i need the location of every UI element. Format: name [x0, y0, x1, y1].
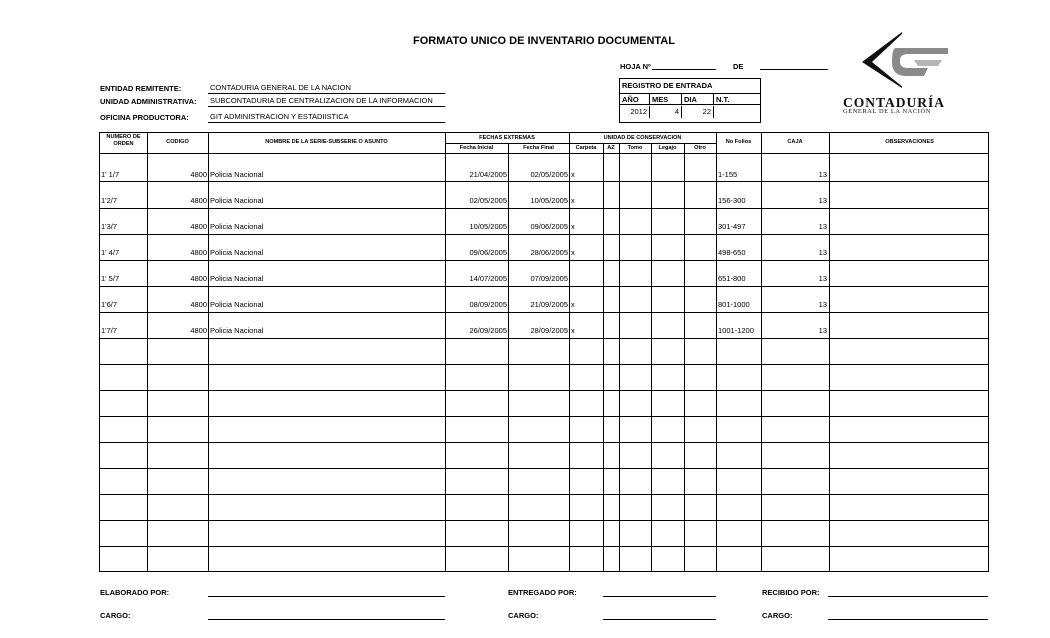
- caja-cell: 13: [818, 170, 827, 179]
- orden-cell: 1' 5/7: [101, 274, 120, 283]
- cargo-elaborado-label: CARGO:: [100, 611, 131, 620]
- elaborado-por-line[interactable]: [208, 596, 445, 597]
- codigo-cell: 4800: [190, 222, 207, 231]
- oficina-productora-label: OFICINA PRODUCTORA:: [100, 113, 189, 122]
- header-fecha-final: Fecha Final: [523, 145, 554, 151]
- registro-header-nt: N.T.: [716, 95, 730, 104]
- header-numero-orden: NUMERO DE ORDEN: [106, 134, 141, 147]
- folios-cell: 1001-1200: [718, 326, 754, 335]
- registro-value-ano: 2012: [620, 106, 650, 118]
- registro-header-ano: AÑO: [620, 94, 650, 104]
- contaduria-logo-icon: [858, 30, 950, 88]
- nombre-cell: Policia Nacional: [210, 300, 264, 309]
- logo-name: CONTADURÍA: [843, 95, 946, 110]
- nombre-cell: Policia Nacional: [210, 222, 264, 231]
- fecha-final-cell: 07/09/2005: [530, 274, 568, 283]
- cargo-elaborado-line[interactable]: [208, 619, 445, 620]
- caja-cell: 13: [818, 300, 827, 309]
- header-legajo: Legajo: [658, 145, 677, 151]
- hoja-number-line[interactable]: [652, 69, 716, 70]
- entregado-por-line[interactable]: [603, 596, 716, 597]
- header-tomo: Tomo: [627, 145, 643, 151]
- fecha-inicial-cell: 09/06/2005: [469, 248, 507, 257]
- codigo-cell: 4800: [190, 196, 207, 205]
- carpeta-cell: x: [571, 326, 575, 335]
- carpeta-cell: x: [571, 300, 575, 309]
- cargo-entregado-line[interactable]: [603, 619, 716, 620]
- orden-cell: 1'6/7: [101, 300, 118, 309]
- codigo-cell: 4800: [190, 326, 207, 335]
- entidad-remitente-label: ENTIDAD REMITENTE:: [100, 84, 182, 93]
- caja-cell: 13: [818, 326, 827, 335]
- hoja-de-label: DE: [733, 62, 744, 71]
- nombre-cell: Policia Nacional: [210, 196, 264, 205]
- header-codigo: CODIGO: [166, 139, 189, 145]
- fecha-final-cell: 02/05/2005: [530, 170, 568, 179]
- unidad-administrativa-label: UNIDAD ADMINISTRATIVA:: [100, 97, 197, 106]
- inventory-table: [99, 132, 989, 572]
- carpeta-cell: x: [571, 222, 575, 231]
- header-fechas-extremas: FECHAS EXTREMAS: [479, 135, 535, 141]
- fecha-inicial-cell: 08/09/2005: [469, 300, 507, 309]
- codigo-cell: 4800: [190, 300, 207, 309]
- codigo-cell: 4800: [190, 170, 207, 179]
- header-caja: CAJA: [787, 139, 803, 145]
- header-observaciones: OBSERVACIONES: [885, 139, 934, 145]
- orden-cell: 1'7/7: [101, 326, 118, 335]
- caja-cell: 13: [818, 274, 827, 283]
- orden-cell: 1' 1/7: [101, 170, 120, 179]
- registro-header-mes: MES: [650, 94, 682, 104]
- folios-cell: 156-300: [718, 196, 746, 205]
- folios-cell: 651-800: [718, 274, 746, 283]
- fecha-inicial-cell: 26/09/2005: [469, 326, 507, 335]
- caja-cell: 13: [818, 196, 827, 205]
- orden-cell: 1'2/7: [101, 196, 118, 205]
- oficina-productora-value: GIT ADMINISTRACION Y ESTADIISTICA: [208, 112, 445, 123]
- header-otro: Otro: [694, 145, 706, 151]
- fecha-inicial-cell: 10/05/2005: [469, 222, 507, 231]
- fecha-inicial-cell: 21/04/2005: [469, 170, 507, 179]
- registro-entrada-box: [619, 78, 761, 123]
- folios-cell: 1-155: [718, 170, 738, 179]
- hoja-label: HOJA Nº: [620, 62, 651, 71]
- unidad-administrativa-value: SUBCONTADURIA DE CENTRALIZACION DE LA INFORMACION: [208, 96, 445, 107]
- fecha-final-cell: 28/06/2005: [530, 248, 568, 257]
- elaborado-por-label: ELABORADO POR:: [100, 588, 170, 597]
- header-az: AZ: [607, 145, 615, 151]
- document-title: FORMATO UNICO DE INVENTARIO DOCUMENTAL: [413, 35, 675, 47]
- entidad-remitente-value: CONTADURIA GENERAL DE LA NACION: [208, 83, 445, 94]
- folios-cell: 301-497: [718, 222, 746, 231]
- registro-value-mes: 4: [650, 106, 682, 118]
- fecha-final-cell: 09/06/2005: [530, 222, 568, 231]
- codigo-cell: 4800: [190, 274, 207, 283]
- header-nombre: NOMBRE DE LA SERIE-SUBSERIE O ASUNTO: [265, 139, 388, 145]
- carpeta-cell: x: [571, 170, 575, 179]
- orden-cell: 1' 4/7: [101, 248, 120, 257]
- fecha-final-cell: 10/05/2005: [530, 196, 568, 205]
- nombre-cell: Policia Nacional: [210, 170, 264, 179]
- header-unidad-conservacion: UNIDAD DE CONSERVACION: [603, 135, 682, 141]
- carpeta-cell: x: [571, 196, 575, 205]
- orden-cell: 1'3/7: [101, 222, 118, 231]
- cargo-recibido-label: CARGO:: [762, 611, 793, 620]
- folios-cell: 801-1000: [718, 300, 750, 309]
- cargo-recibido-line[interactable]: [828, 619, 988, 620]
- caja-cell: 13: [818, 248, 827, 257]
- nombre-cell: Policia Nacional: [210, 326, 264, 335]
- nombre-cell: Policia Nacional: [210, 274, 264, 283]
- entregado-por-label: ENTREGADO POR:: [508, 588, 577, 597]
- header-no-folios: No Folios: [725, 139, 752, 145]
- registro-header-dia: DIA: [682, 94, 714, 104]
- recibido-por-label: RECIBIDO POR:: [762, 588, 820, 597]
- fecha-inicial-cell: 14/07/2005: [469, 274, 507, 283]
- registro-value-nt: [714, 106, 760, 118]
- hoja-total-line[interactable]: [760, 69, 828, 70]
- recibido-por-line[interactable]: [828, 596, 988, 597]
- header-fecha-inicial: Fecha Inicial: [459, 145, 494, 151]
- folios-cell: 498-650: [718, 248, 746, 257]
- registro-value-dia: 22: [682, 106, 714, 118]
- caja-cell: 13: [818, 222, 827, 231]
- logo-subtitle: GENERAL DE LA NACIÓN: [843, 108, 931, 115]
- fecha-final-cell: 21/09/2005: [530, 300, 568, 309]
- fecha-inicial-cell: 02/05/2005: [469, 196, 507, 205]
- cargo-entregado-label: CARGO:: [508, 611, 539, 620]
- header-carpeta: Carpeta: [575, 145, 597, 151]
- fecha-final-cell: 28/09/2005: [530, 326, 568, 335]
- nombre-cell: Policia Nacional: [210, 248, 264, 257]
- codigo-cell: 4800: [190, 248, 207, 257]
- carpeta-cell: x: [571, 248, 575, 257]
- registro-entrada-title: REGISTRO DE ENTRADA: [622, 81, 713, 90]
